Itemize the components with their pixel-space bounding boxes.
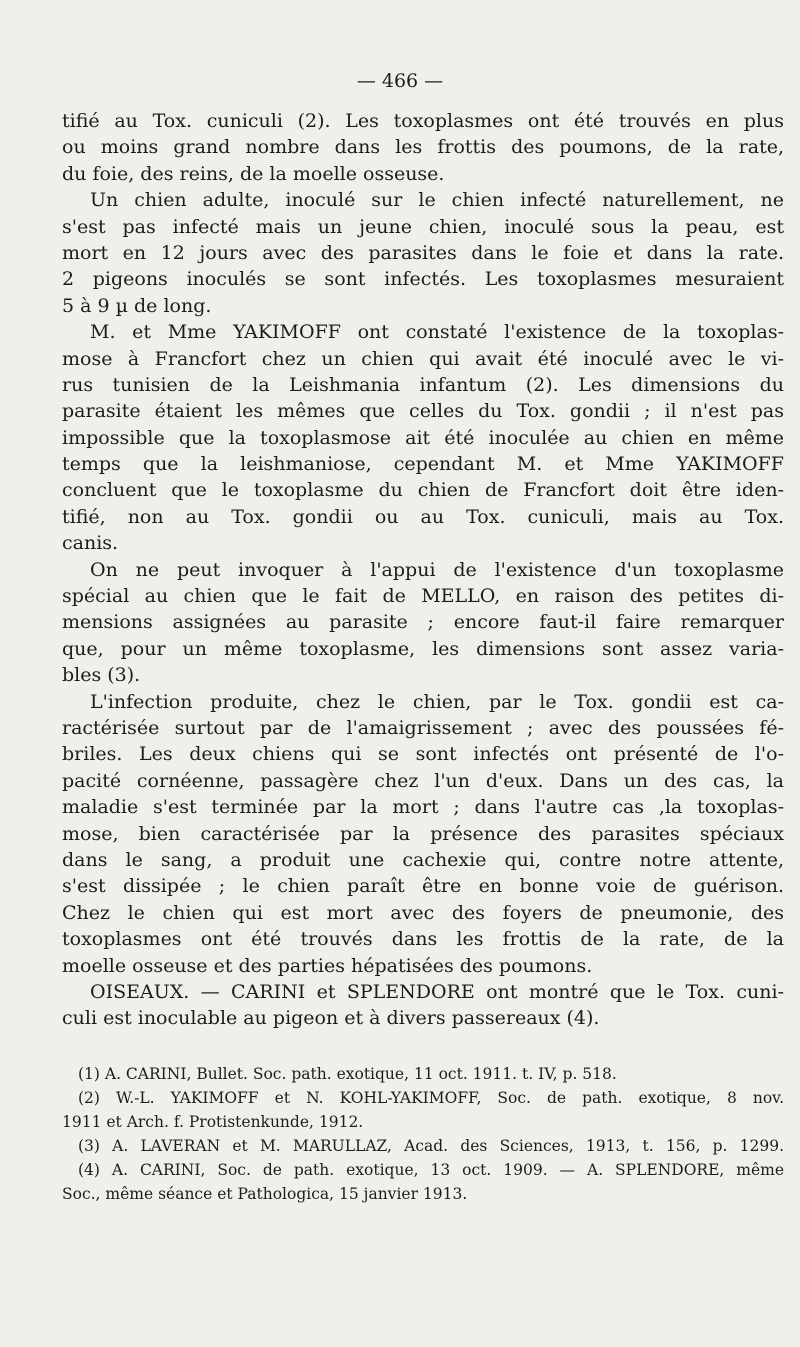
text-line: mort en 12 jours avec des parasites dans le foie et dans la rate. — [62, 241, 784, 264]
text-line: Chez le chien qui est mort avec des foyers de pneumonie, des — [62, 901, 784, 924]
text-line: mose à Francfort chez un chien qui avait été inoculé avec le vi- — [62, 347, 784, 370]
text-line: moelle osseuse et des parties hépatisées des poumons. — [62, 954, 593, 977]
text-line: impossible que la toxoplasmose ait été inoculée au chien en même — [62, 426, 784, 449]
text-line: que, pour un même toxoplasme, les dimensions sont assez varia- — [62, 637, 784, 660]
text-line: s'est dissipée ; le chien paraît être en bonne voie de guérison. — [62, 875, 784, 898]
body-text — [62, 108, 784, 1032]
text-line: s'est pas infecté mais un jeune chien, inoculé sous la peau, est — [62, 215, 784, 238]
text-line: 2 pigeons inoculés se sont infectés. Les toxoplasmes mesuraient — [62, 268, 784, 291]
text-line: bles (3). — [62, 664, 141, 687]
text-line: culi est inoculable au pigeon et à divers passereaux (4). — [62, 1007, 600, 1030]
text-line: temps que la leishmaniose, cependant M. et Mme YAKIMOFF — [62, 453, 784, 476]
footnote-line: Soc., même séance et Pathologica, 15 janvier 1913. — [62, 1185, 468, 1203]
text-line: toxoplasmes ont été trouvés dans les frottis de la rate, de la — [62, 928, 784, 951]
footnote-line: (3) A. LAVERAN et M. MARULLAZ, Acad. des Sciences, 1913, t. 156, p. 1299. — [78, 1137, 784, 1155]
footnote-line: (1) A. CARINI, Bullet. Soc. path. exotique, 11 oct. 1911. t. IV, p. 518. — [78, 1065, 617, 1083]
text-line: briles. Les deux chiens qui se sont infectés ont présenté de l'o- — [62, 743, 784, 766]
text-line: spécial au chien que le fait de MELLO, en raison des petites di- — [62, 585, 784, 608]
text-line: On ne peut invoquer à l'appui de l'existence d'un toxoplasme — [90, 558, 784, 581]
text-line: canis. — [62, 532, 119, 555]
text-line: L'infection produite, chez le chien, par le Tox. gondii est ca- — [90, 690, 784, 713]
text-line: ou moins grand nombre dans les frottis des poumons, de la rate, — [62, 136, 784, 159]
text-line: 5 à 9 µ de long. — [62, 294, 212, 317]
text-line: M. et Mme YAKIMOFF ont constaté l'existence de la toxoplas- — [90, 321, 784, 344]
text-line: du foie, des reins, de la moelle osseuse. — [62, 162, 445, 185]
footnotes — [62, 1062, 784, 1206]
text-line: parasite étaient les mêmes que celles du Tox. gondii ; il n'est pas — [62, 400, 784, 423]
text-line: concluent que le toxoplasme du chien de Francfort doit être iden- — [62, 479, 784, 502]
footnote-line: (4) A. CARINI, Soc. de path. exotique, 13 oct. 1909. — A. SPLENDORE, même — [78, 1161, 784, 1179]
text-line: Un chien adulte, inoculé sur le chien infecté naturellement, ne — [90, 189, 784, 212]
text-line: ractérisée surtout par de l'amaigrissement ; avec des poussées fé- — [62, 716, 784, 739]
text-line: maladie s'est terminée par la mort ; dans l'autre cas ,la toxoplas- — [62, 796, 784, 819]
text-line: rus tunisien de la Leishmania infantum (2). Les dimensions du — [62, 373, 784, 396]
text-line: dans le sang, a produit une cachexie qui, contre notre attente, — [62, 848, 784, 871]
footnote-line: (2) W.-L. YAKIMOFF et N. KOHL-YAKIMOFF, Soc. de path. exotique, 8 nov. — [78, 1089, 784, 1107]
text-line: mose, bien caractérisée par la présence des parasites spéciaux — [62, 822, 784, 845]
text-line: pacité cornéenne, passagère chez l'un d'eux. Dans un des cas, la — [62, 769, 784, 792]
footnote-line: 1911 et Arch. f. Protistenkunde, 1912. — [62, 1113, 364, 1131]
text-line: mensions assignées au parasite ; encore faut-il faire remarquer — [62, 611, 784, 634]
text-line: tifié, non au Tox. gondii ou au Tox. cuniculi, mais au Tox. — [62, 505, 784, 528]
text-line: OISEAUX. — CARINI et SPLENDORE ont montré que le Tox. cuni- — [90, 980, 784, 1003]
text-line: tifié au Tox. cuniculi (2). Les toxoplasmes ont été trouvés en plus — [62, 110, 784, 132]
page-number: — 466 — — [356, 70, 444, 92]
